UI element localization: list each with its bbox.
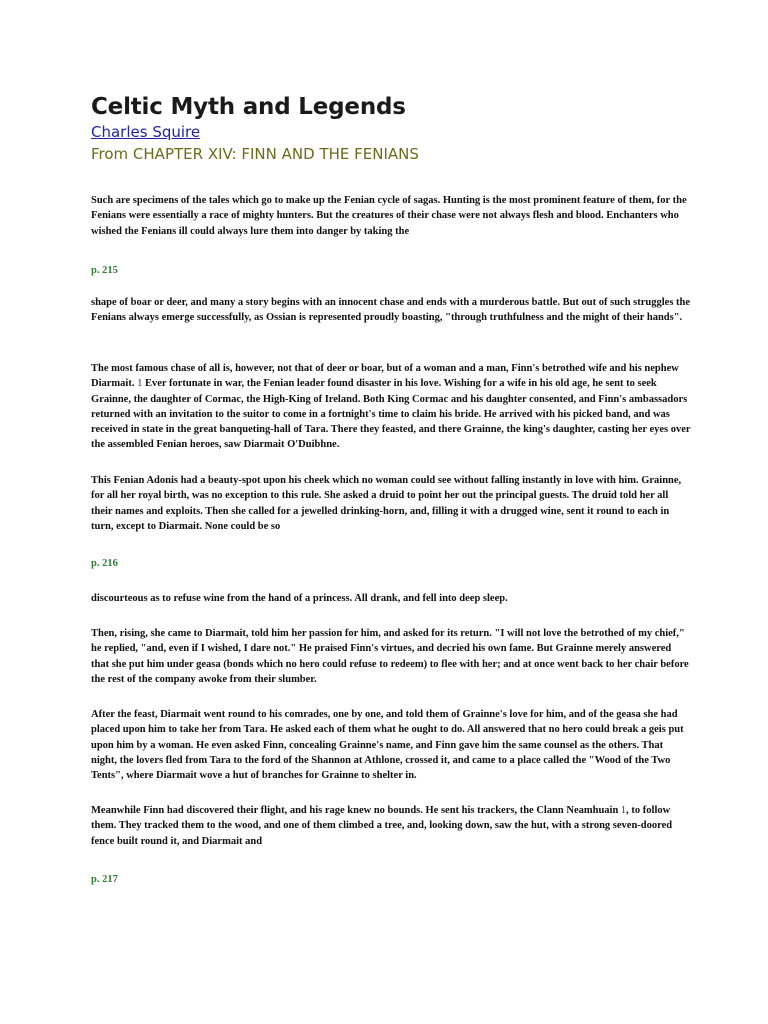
footnote-link[interactable]: 1 <box>137 378 143 390</box>
paragraph-7: After the feast, Diarmait went round to his comrades, one by one, and told them of Grainne's love for him, and of the geasa she had placed upon him to take her from Tara. He asked each of them what he ought to do. All answered that no hero could break a geis put upon him by a woman. He even asked Finn, concealing Grainne's name, and Finn gave him the same counsel as the others. That night, the lovers fled from Tara to the ford of the Shannon at Athlone, crossed it, and came to a place called the "Wood of the Two Tents", where Diarmait wove a hut of branches for Grainne to shelter in. <box>91 709 684 782</box>
page-number-215: p. 215 <box>91 265 118 276</box>
page-number-217: p. 217 <box>91 874 118 885</box>
paragraph-8-start: Meanwhile Finn had discovered their flight, and his rage knew no bounds. He sent his trackers, the Clann Neamhuain <box>91 805 619 816</box>
paragraph-1: Such are specimens of the tales which go to make up the Fenian cycle of sagas. Hunting is the most prominent feature of them, for the Fenians were essentially a race of mighty hunters. But the creatures of their chase were not always flesh and blood. Enchanters who wished the Fenians ill could always lure them into danger by taking the <box>91 195 687 237</box>
chapter-heading: From CHAPTER XIV: FINN AND THE FENIANS <box>91 145 419 163</box>
document-page <box>91 92 691 163</box>
paragraph-5: discourteous as to refuse wine from the hand of a princess. All drank, and fell into deep sleep. <box>91 593 508 604</box>
document-title: Celtic Myth and Legends <box>91 94 406 120</box>
paragraph-8-rest: , to follow them. They tracked them to the wood, and one of them climbed a tree, and, looking down, saw the hut, with a strong seven-doored fence built round it, and Diarmait and <box>91 805 673 847</box>
author-link[interactable]: Charles Squire <box>91 123 201 141</box>
footnote-link[interactable]: 1 <box>620 805 627 816</box>
paragraph-8 <box>91 803 691 849</box>
paragraph-3 <box>91 361 691 453</box>
paragraph-3-start: The most famous chase of all is, however, not that of deer or boar, but of a woman and a man, Finn's betrothed wife and his nephew Diarmait. <box>91 363 679 390</box>
paragraph-2: shape of boar or deer, and many a story begins with an innocent chase and ends with a murderous battle. But out of such struggles the Fenians always emerge successfully, as Ossian is represented proudly boasting, "through truthfulness and the might of their hands". <box>91 297 691 324</box>
page-number-216: p. 216 <box>91 558 118 569</box>
paragraph-3-rest: Ever fortunate in war, the Fenian leader found disaster in his love. Wishing for a wife in his old age, he sent to seek Grainne, the daughter of Cormac, the High-King of Ireland. Both King Cormac and his daughter consented, and Finn's ambassadors returned with an invitation to the suitor to come in a fortnight's time to claim his bride. He arrived with his picked band, and was received in state in the great banqueting-hall of Tara. There they feasted, and there Grainne, the king's daughter, casting her eyes over the assembled Fenian heroes, saw Diarmait O'Duibhne. <box>91 378 691 451</box>
paragraph-4: This Fenian Adonis had a beauty-spot upon his cheek which no woman could see without falling instantly in love with him. Grainne, for all her royal birth, was no exception to this rule. She asked a druid to point her out the principal guests. The druid told her all their names and exploits. Then she called for a jewelled drinking-horn, and, filling it with a drugged wine, sent it round to each in turn, except to Diarmait. None could be so <box>91 475 682 532</box>
paragraph-6: Then, rising, she came to Diarmait, told him her passion for him, and asked for its return. "I will not love the betrothed of my chief," he replied, "and, even if I wished, I dare not." He praised Finn's virtues, and decried his own fame. But Grainne merely answered that she put him under geasa (bonds which no hero could refuse to redeem) to flee with her; and at once went back to her chair before the rest of the company awoke from their slumber. <box>91 628 689 685</box>
